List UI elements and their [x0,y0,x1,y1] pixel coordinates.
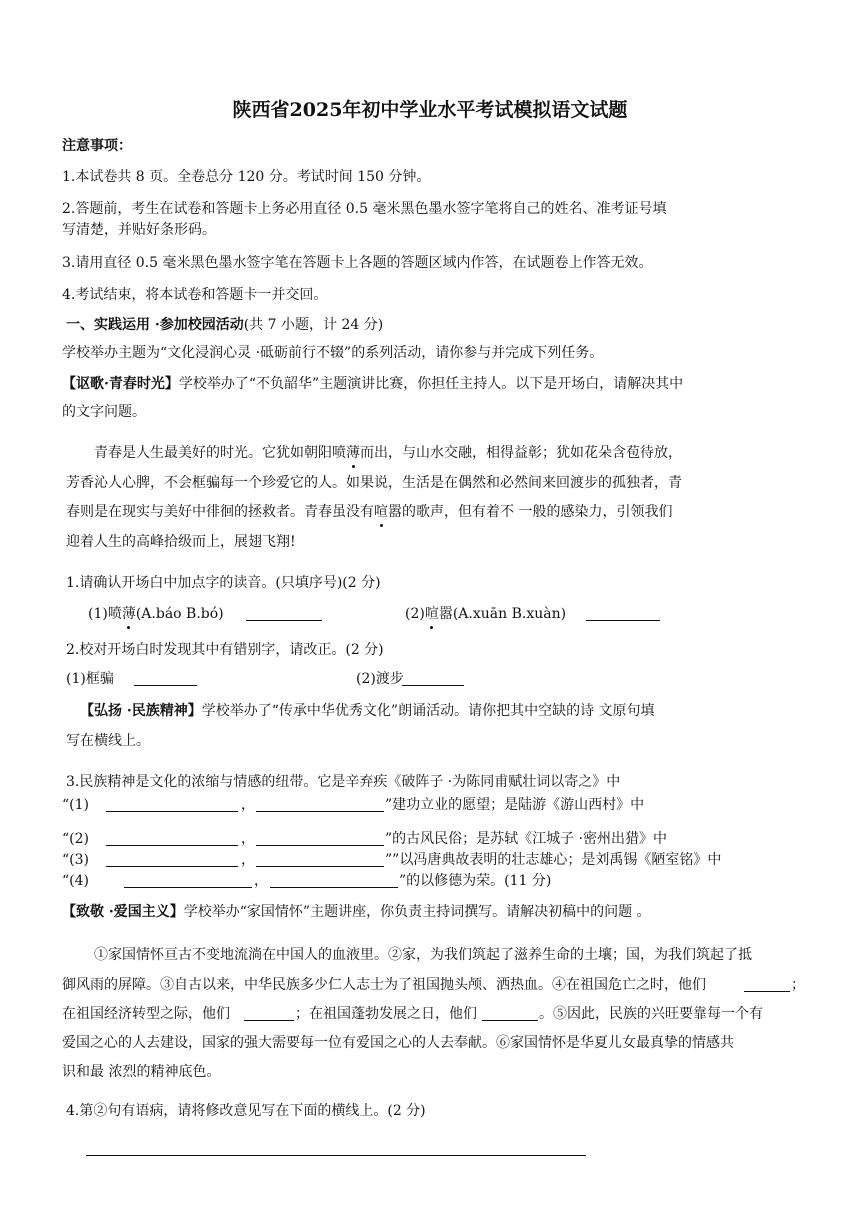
question-1-stem: 1.请确认开场白中加点字的读音。(只填序号)(2 分) [66,575,381,591]
part-tag-3: 【致敬 ·爱国主义】 [62,904,184,920]
passage-2-line-5: 识和最 浓烈的精神底色。 [62,1064,221,1080]
passage-2-line-3-b: ；在祖国蓬勃发展之日，他们 [295,1006,477,1022]
question-3-line-5: “(4) [62,873,89,889]
question-3-line-3-tail: ”的古风民俗；是苏轼《江城子 ·密州出猎》中 [385,831,668,847]
passage-2-line-3-c: 。⑤因此，民族的兴旺要靠每一个有 [539,1006,763,1022]
dotted-char-bao: 薄 [346,445,360,461]
answer-blank-q3-3a[interactable] [106,852,238,867]
answer-blank-q3-4a[interactable] [124,873,252,888]
question-3-line-4-tail: ””以冯唐典故表明的壮志雄心；是刘禹锡《陋室铭》中 [385,852,722,868]
question-4-stem: 4.第②句有语病，请将修改意见写在下面的横线上。(2 分) [66,1103,426,1119]
answer-blank-q3-2b[interactable] [256,831,384,846]
notice-item-3: 3.请用直径 0.5 毫米黑色墨水签字笔在答题卡上各题的答题区域内作答，在试题卷上作答无效。 [62,255,653,271]
answer-blank-q3-1a[interactable] [106,797,238,812]
question-3-line-5-tail: ”的以修德为荣。(11 分) [399,873,552,889]
answer-blank-q3-4b[interactable] [270,873,398,888]
question-1-option-2: (2)喧嚣(A.xuān B.xuàn) [405,606,567,622]
question-3-line-1: 3.民族精神是文化的浓缩与情感的纽带。它是辛弃疾《破阵子 ·为陈同甫赋壮词以寄之》中 [66,774,621,790]
part-tag-1: 【讴歌·青春时光】 [62,376,179,392]
part-text-3: 学校举办“家国情怀”主题讲座，你负责主持词撰写。请解决初稿中的问题 。 [183,904,651,920]
section-heading [66,315,383,335]
question-3-sep-4: ， [254,873,268,889]
question-2-option-1: (1)框骗 [66,671,114,687]
answer-line-q4[interactable] [86,1155,586,1156]
question-2-stem: 2.校对开场白时发现其中有错别字，请改正。(2 分) [66,642,384,658]
passage-1-line-2: 芳香沁人心脾，不会框骗每一个珍爱它的人。如果说，生活是在偶然和必然间来回渡步的孤独者，青 [66,475,682,491]
part-intro-2-cont: 写在横线上。 [66,733,150,749]
notice-item-2-cont: 写清楚，并贴好条形码。 [62,222,216,238]
passage-1-line-1: 青春是人生最美好的时光。它犹如朝阳喷薄而出，与山水交融，相得益彰；犹如花朵含苞待放， [94,445,682,461]
question-1-option-1: (1)喷薄(A.báo B.bó) [88,606,224,622]
question-3-sep-1: ， [241,797,255,813]
part-text-1: 学校举办了“不负韶华”主题演讲比赛，你担任主持人。以下是开场白，请解决其中 [178,376,684,392]
answer-blank-passage-2-3[interactable] [482,1006,538,1021]
dotted-char-xuan: 喧 [374,504,388,520]
section-intro: 学校举办主题为“文化浸润心灵 ·砥砺前行不辍”的系列活动，请你参与并完成下列任务。 [62,345,604,361]
dotted-char-bao-q: 薄 [121,606,136,622]
answer-blank-q3-2a[interactable] [106,831,238,846]
notice-item-1: 1.本试卷共 8 页。全卷总分 120 分。考试时间 150 分钟。 [62,169,431,185]
part-intro-1-cont: 的文字问题。 [62,404,146,420]
dotted-char-xuan-q: 喧 [424,606,439,622]
answer-blank-q1-2[interactable] [586,606,660,621]
part-text-2: 学校举办了“传承中华优秀文化”朗诵活动。请你把其中空缺的诗 文原句填 [201,703,655,719]
answer-blank-q2-2[interactable] [402,671,464,686]
part-intro-2 [80,701,655,721]
passage-2-line-2-tail: ； [791,977,805,993]
question-3-line-4: “(3) [62,852,89,868]
answer-blank-q1-1[interactable] [246,606,322,621]
passage-2-line-1: ①家国情怀亘古不变地流淌在中国人的血液里。②家，为我们筑起了滋养生命的土壤；国，为我们筑起了抵 [94,947,752,963]
question-3-line-2-tail: ”建功立业的愿望；是陆游《游山西村》中 [385,797,645,813]
passage-1-line-3: 春则是在现实与美好中徘徊的拯救者。青春虽没有喧嚣的歌声，但有着不 一般的感染力，引领我们 [66,504,673,520]
question-3-line-2: “(1) [62,797,89,813]
question-3-line-3: “(2) [62,831,89,847]
exam-title: 陕西省2025年初中学业水平考试模拟语文试题 [232,99,628,121]
answer-blank-q2-1[interactable] [134,671,197,686]
answer-blank-q3-3b[interactable] [256,852,384,867]
passage-2-line-2: 御风雨的屏障。③自古以来，中华民族多少仁人志士为了祖国抛头颅、洒热血。④在祖国危亡之时，他们 [62,977,706,993]
question-3-sep-3: ， [241,852,255,868]
passage-1-line-4: 迎着人生的高峰拾级而上，展翅飞翔! [66,534,296,550]
passage-2-line-4: 爱国之心的人去建设，国家的强大需要每一位有爱国之心的人去奉献。⑥家国情怀是华夏儿女最真挚的情感共 [62,1035,734,1051]
answer-blank-passage-2-2[interactable] [244,1006,294,1021]
answer-blank-q3-1b[interactable] [256,797,384,812]
passage-2-line-3-a: 在祖国经济转型之际，他们 [62,1006,230,1022]
part-intro-1 [62,374,683,394]
answer-blank-passage-2-1[interactable] [744,977,790,992]
notice-heading: 注意事项： [62,138,132,154]
section-heading-score: (共 7 小题，计 24 分) [243,317,384,333]
part-tag-2: 【弘扬 ·民族精神】 [80,703,202,719]
part-intro-3 [62,902,651,922]
question-3-sep-2: ， [241,831,255,847]
section-heading-bold: 一、实践运用 ·参加校园活动 [66,317,244,333]
notice-item-4: 4.考试结束，将本试卷和答题卡一并交回。 [62,287,328,303]
question-2-option-2: (2)渡步 [356,671,404,687]
notice-item-2: 2.答题前，考生在试卷和答题卡上务必用直径 0.5 毫米黑色墨水签字笔将自己的姓名、准考证号填 [62,201,667,217]
